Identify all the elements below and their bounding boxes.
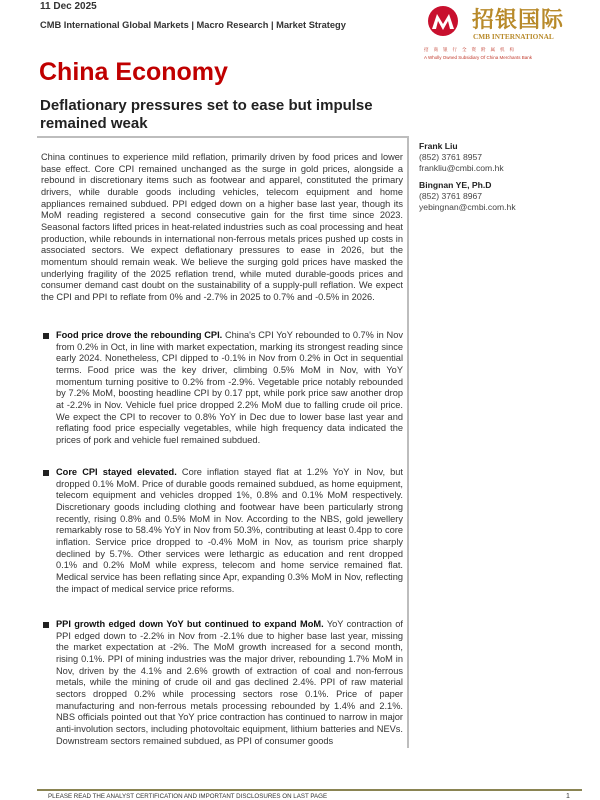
bullet-heading: Food price drove the rebounding CPI. xyxy=(56,330,223,340)
analyst-card xyxy=(419,141,504,175)
analyst-card xyxy=(419,180,516,214)
page-title: China Economy xyxy=(39,58,228,86)
report-date: 11 Dec 2025 xyxy=(40,1,97,12)
bullet-text: Core inflation stayed flat at 1.2% YoY in Nov, but dropped 0.1% MoM. Price of durable goods remained subdued, as home equipment, telecom equipment and vehicles dropped 1%, 0.8% and 0.1% MoM respectively. Discretionary goods including clothing and footwear have been particularly strong recently, rising 0.8% and 0.5% MoM in Nov. According to the NBS, gold jewellery remarkably rose to 58.4% YoY in Nov from 50.3%, contributing at least 0.4pp to core inflation. Service price dropped to -0.4% MoM in Nov, as tourism price sharply declined by 5.7%. Other services were lethargic as education and rent dropped 0.1% and 0.2% MoM while express, telecom and home service remained flat. Medical service has been reflating since Apr, expanding 0.3% MoM in Nov, reflecting the impact of medical service price reforms. xyxy=(56,467,403,594)
report-header: CMB International Global Markets | Macro Research | Market Strategy xyxy=(40,20,346,30)
cmb-logo-mark-icon xyxy=(426,5,466,39)
bullet-core-cpi xyxy=(41,467,403,595)
bullet-text: YoY contraction of PPI edged down to -2.2% in Nov from -2.1% due to higher base last year, missing the market expectation at -2%. The MoM growth increased for a second month, rising 0.1%. PPI of mining industries was the major driver, rebounding 1.7% MoM in Nov, driven by the 4.1% and 2.6% growth of extraction of coal and non-ferrous metals, while the mining of crude oil and gas declined 2.4%. PPI of raw material sectors dropped 0.2% while processing sectors rose 0.1%. Price of paper manufacturing and non-ferrous metals processing rebounded by 1.4% and 2.1%. NBS officials pointed out that YoY price contraction has continued to narrow in major anti-involution sectors, including photovoltaic equipment, lithium batteries and NEVs. Downstream sectors remained subdued, as PPI of consumer goods xyxy=(56,619,403,746)
page-subtitle: Deflationary pressures set to ease but impulse remained weak xyxy=(40,97,373,132)
analyst-phone: (852) 3761 8957 xyxy=(419,152,483,163)
analyst-email[interactable]: yebingnan@cmbi.com.hk xyxy=(419,202,516,213)
bullet-food-price xyxy=(41,330,403,447)
page-number: 1 xyxy=(566,793,570,800)
bullet-ppi xyxy=(41,619,403,747)
logo-chinese-tagline: 招商银行全资附属机构 xyxy=(424,47,519,52)
bullet-heading: PPI growth edged down YoY but continued to expand MoM. xyxy=(56,619,324,629)
logo-english-name: CMB INTERNATIONAL xyxy=(473,32,554,41)
bullet-square-icon xyxy=(43,622,49,628)
logo-chinese-name: 招银国际 xyxy=(472,7,565,33)
bullet-square-icon xyxy=(43,470,49,476)
analyst-phone: (852) 3761 8967 xyxy=(419,191,483,202)
summary-paragraph: China continues to experience mild reflation, primarily driven by food prices and lower base effect. Core CPI remained unchanged as the surge in gold prices, alongside a rebound in discretionary items such as footwear and apparel, constituted the primary drivers, while durable goods including vehicles, telecom equipment and home appliances remained subdued. PPI edged down on a higher base last year, though its MoM reading registered a second consecutive gain for the first time since 2023. Seasonal factors lifted prices in heat-related industries such as coal processing and heat production, while rebounds in international non-ferrous metals prices pushed up costs in associated sectors. We expect deflationary pressures to ease in 2026, but the momentum should remain weak. We believe the surging gold prices have masked the underlying fragility of the 2025 reflation trend, while muted durable-goods prices and consumer demand cast doubt on the sustainability of a supply-pull reflation. We expect the CPI and PPI to reflate from 0% and -2.7% in 2025 to 0.7% and -0.5% in 2026. xyxy=(41,152,403,302)
logo-tagline: A Wholly Owned Subsidiary Of China Merchants Bank xyxy=(424,55,533,60)
footer-disclaimer: PLEASE READ THE ANALYST CERTIFICATION AND IMPORTANT DISCLOSURES ON LAST PAGE xyxy=(48,793,328,800)
cmb-international-logo xyxy=(424,3,584,63)
footer-divider xyxy=(37,789,582,791)
bullet-heading: Core CPI stayed elevated. xyxy=(56,467,177,477)
analyst-name: Bingnan YE, Ph.D xyxy=(419,180,492,190)
analyst-email[interactable]: frankliu@cmbi.com.hk xyxy=(419,163,504,174)
analyst-name: Frank Liu xyxy=(419,141,458,151)
bullet-text: China's CPI YoY rebounded to 0.7% in Nov from 0.2% in Oct, in line with market expectation, marking its strongest reading since early 2024. Nonetheless, CPI dipped to -0.1% in Nov from 0.2% in Oct in sequential terms. Food price was the key driver, climbing 0.5% MoM in Nov, with YoY momentum turning positive to 0.2% from -2.9%. Vegetable price notably rebounded by 7.2% MoM, boosting headline CPI by 0.17 ppt, while pork price saw another drop at -2.2% in Nov. Vehicle fuel price dropped 2.2% MoM due to falling crude oil price. We expect the CPI to recover to 0.8% YoY in Dec due to lower base last year and reflating food price especially vegetables, while high frequency data indicated the prices of pork and vehicle fuel remained subdued. xyxy=(56,330,403,445)
bullet-square-icon xyxy=(43,333,49,339)
